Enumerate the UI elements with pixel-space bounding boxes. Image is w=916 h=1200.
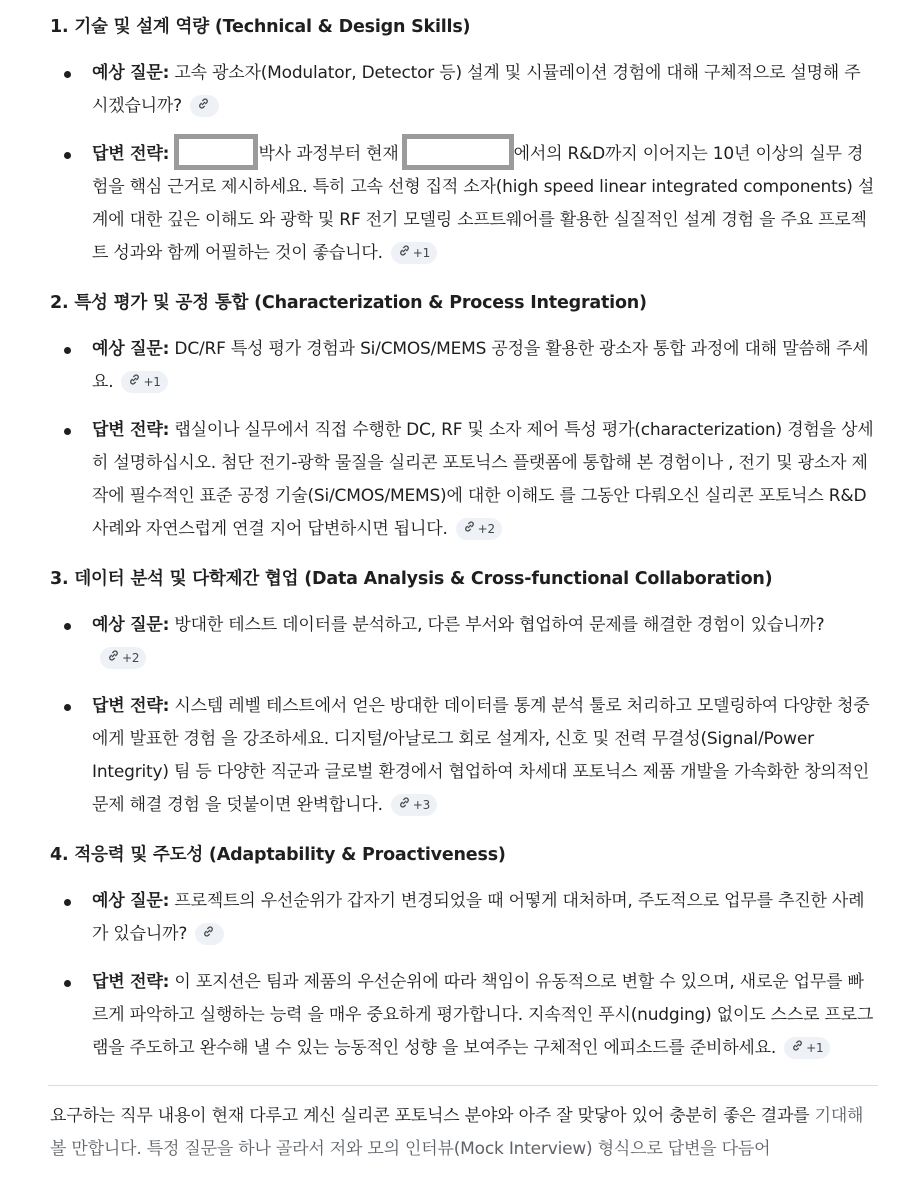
section-technical-design (50, 14, 876, 270)
citation-chip[interactable]: +2 (100, 647, 146, 669)
item-text: 프로젝트의 우선순위가 갑자기 변경되었을 때 어떻게 대처하며, 주도적으로 업무를 추진한 사례가 있습니까? (92, 891, 865, 944)
closing-line: 요구하는 직무 내용이 현재 다루고 계신 실리콘 포토닉스 분야와 아주 잘 맞닿아 있어 충분히 좋은 결과를 (50, 1106, 810, 1126)
link-icon (107, 642, 120, 675)
list-item (92, 333, 876, 399)
item-label: 예상 질문: (92, 615, 170, 635)
citation-chip[interactable]: +1 (784, 1037, 830, 1059)
section-characterization (50, 290, 876, 546)
link-icon (398, 789, 411, 822)
section-heading: 1. 기술 및 설계 역량 (Technical & Design Skills) (50, 17, 471, 37)
section-heading: 4. 적응력 및 주도성 (Adaptability & Proactiveness) (50, 845, 506, 865)
item-label: 답변 전략: (92, 972, 170, 992)
bullet-list (50, 333, 876, 546)
item-text: DC/RF 특성 평가 경험과 Si/CMOS/MEMS 공정을 활용한 광소자 통합 과정에 대해 말씀해 주세요. (92, 339, 869, 392)
item-label: 답변 전략: (92, 144, 170, 164)
item-text: 방대한 테스트 데이터를 분석하고, 다른 부서와 협업하여 문제를 해결한 경험이 있습니까? (169, 615, 825, 635)
list-item (92, 966, 876, 1065)
list-item (92, 690, 876, 822)
redaction-box (174, 134, 258, 170)
section-heading: 3. 데이터 분석 및 다학제간 협업 (Data Analysis & Cross-functional Collaboration) (50, 569, 773, 589)
item-text: 박사 과정부터 현재 (258, 144, 399, 164)
link-icon (463, 513, 476, 546)
item-text: 시스템 레벨 테스트에서 얻은 방대한 데이터를 통계 분석 툴로 처리하고 모델링하여 다양한 청중에게 발표한 경험 을 강조하세요. 디지털/아날로그 회로 설계자, 신호 및 전력 무결성(Signal/Power Integrity) 팀 등 다양한 직군과 글로벌 환경에서 협업하여 차세대 포토닉스 제품 개발을 가속화한 창의적인 문제 해결 경험 을 덧붙이면 완벽합니다. (92, 696, 870, 815)
bullet-list (50, 609, 876, 822)
bullet-list (50, 885, 876, 1065)
list-item (92, 609, 876, 675)
bullet-list (50, 57, 876, 270)
link-icon (197, 90, 210, 123)
link-icon (398, 237, 411, 270)
item-text: 에서의 R&D까지 이어지는 10년 이상의 실무 경험을 핵심 근거로 제시하세요. 특히 고속 선형 집적 소자(high speed linear integrated components) 설계에 대한 깊은 이해도 와 광학 및 RF 전기 모델링 소프트웨어를 활용한 실질적인 설계 경험 을 주요 프로젝트 성과와 함께 어필하는 것이 좋습니다. (92, 144, 875, 263)
citation-chip[interactable]: +1 (121, 371, 167, 393)
divider (48, 1085, 878, 1086)
redaction-box (402, 134, 514, 170)
citation-chip[interactable]: +1 (391, 242, 437, 264)
citation-chip[interactable] (195, 923, 224, 945)
item-label: 예상 질문: (92, 339, 170, 359)
closing-line: 기대해 볼 만합니다. 특정 질문을 하나 골라서 저와 모의 인터뷰(Mock Interview) 형식으로 답변을 다듬어 (50, 1106, 864, 1159)
list-item (92, 885, 876, 951)
link-icon (791, 1032, 804, 1065)
citation-chip[interactable]: +2 (456, 518, 502, 540)
link-icon (128, 366, 141, 399)
citation-chip[interactable] (190, 95, 219, 117)
list-item (92, 414, 876, 546)
item-label: 답변 전략: (92, 696, 170, 716)
section-heading: 2. 특성 평가 및 공정 통합 (Characterization & Process Integration) (50, 293, 647, 313)
item-text: 고속 광소자(Modulator, Detector 등) 설계 및 시뮬레이션 경험에 대해 구체적으로 설명해 주시겠습니까? (92, 63, 861, 116)
section-data-analysis (50, 566, 876, 822)
link-icon (202, 918, 215, 951)
list-item (92, 57, 876, 123)
section-adaptability (50, 842, 876, 1065)
item-label: 답변 전략: (92, 420, 170, 440)
item-label: 예상 질문: (92, 63, 170, 83)
citation-chip[interactable]: +3 (391, 794, 437, 816)
item-text: 랩실이나 실무에서 직접 수행한 DC, RF 및 소자 제어 특성 평가(characterization) 경험을 상세히 설명하십시오. 첨단 전기-광학 물질을 실리콘 포토닉스 플랫폼에 통합해 본 경험이나 , 전기 및 광소자 제작에 필수적인 표준 공정 기술(Si/CMOS/MEMS)에 대한 이해도 를 그동안 다뤄오신 실리콘 포토닉스 R&D 사례와 자연스럽게 연결 지어 답변하시면 됩니다. (92, 420, 874, 539)
item-label: 예상 질문: (92, 891, 170, 911)
item-text: 이 포지션은 팀과 제품의 우선순위에 따라 책임이 유동적으로 변할 수 있으며, 새로운 업무를 빠르게 파악하고 실행하는 능력 을 매우 중요하게 평가합니다. 지속적인 푸시(nudging) 없이도 스스로 프로그램을 주도하고 완수해 낼 수 있는 능동적인 성향 을 보여주는 구체적인 에피소드를 준비하세요. (92, 972, 874, 1058)
closing-paragraph (50, 1100, 876, 1166)
list-item (92, 138, 876, 270)
